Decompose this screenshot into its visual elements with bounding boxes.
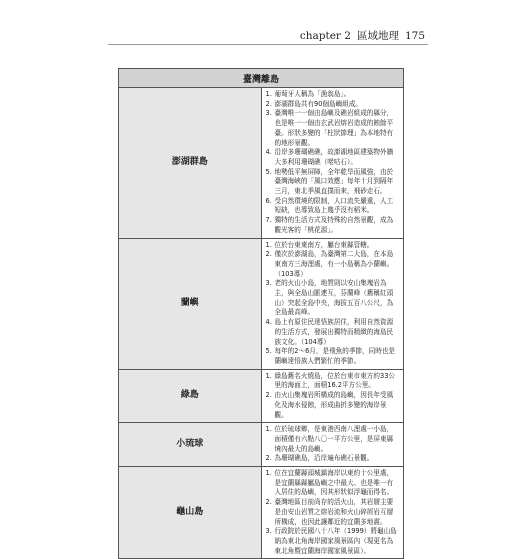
list-item	[266, 197, 400, 216]
island-name: 龜山島	[119, 467, 262, 559]
list-item	[266, 527, 400, 556]
island-name: 小琉球	[119, 423, 262, 467]
list-item	[266, 318, 400, 347]
item-number: 1.	[265, 469, 272, 478]
item-number: 4.	[265, 318, 272, 327]
page-header	[300, 28, 425, 43]
item-text: 獨特的生活方式及特殊的自然景觀，成為觀光客的「桃花源」。	[274, 216, 394, 234]
item-number: 1.	[265, 425, 272, 434]
item-number: 2.	[265, 454, 272, 463]
table-body	[119, 88, 404, 559]
description-list	[266, 469, 400, 556]
list-item	[266, 216, 400, 235]
item-number: 7.	[265, 216, 272, 225]
item-text: 每年的2～6月，是飛魚的季節，同時也是蘭嶼達悟族人們繁忙的季節。	[274, 347, 395, 365]
item-text: 位於台東東南方，屬台東縣管轄。	[274, 240, 374, 249]
item-number: 1.	[265, 240, 272, 249]
item-text: 地勢低平無屏障，全年乾旱而風強，由於臺灣海峽的「風口效應」每年十月到隔年三月，東北季風直撲而來，飛砂走石。	[274, 167, 394, 196]
item-text: 綠島舊名火燒島，位於台東市東方約33公里的海面上，面積16.2平方公里。	[274, 371, 395, 390]
item-text: 為珊瑚礁島，沿岸遍布礁石景觀。	[274, 454, 374, 463]
item-text: 島上有原住民達悟族居住，利用自然資源的生活方式，發展出獨特而精緻的海島民族文化。（104導）	[274, 318, 394, 346]
item-number: 3.	[265, 109, 272, 118]
table-title: 臺灣離島	[119, 69, 404, 88]
chapter-label: chapter 2	[299, 30, 351, 42]
list-item	[266, 469, 400, 498]
description-list	[266, 90, 400, 236]
item-text: 澎湖群島共有90個島嶼組成。	[274, 99, 363, 108]
list-item	[266, 250, 400, 279]
item-text: 葡萄牙人稱為「漁翁島」。	[274, 90, 351, 98]
list-item	[266, 168, 400, 197]
item-number: 2.	[265, 250, 272, 259]
table-row	[119, 238, 404, 369]
list-item	[266, 100, 400, 110]
section-title: 區域地理	[356, 30, 399, 42]
description-list	[266, 372, 400, 421]
item-number: 1.	[265, 90, 272, 98]
item-number: 2.	[265, 99, 272, 108]
island-description	[261, 423, 404, 467]
item-text: 沿岸多珊瑚礁礁，故澎湖地區建築物外牆大多利用珊瑚礁（咾咕石）。	[274, 148, 394, 166]
table-row	[119, 369, 404, 423]
item-number: 6.	[265, 196, 272, 205]
item-text: 臺灣唯一一個由島嶼及礁岩組成的縣分，也是唯一一個由玄武岩熔岩造成的蝕餘平臺。形狀多變的「柱狀節理」為本地特有的地形景觀。	[274, 109, 394, 147]
list-item	[266, 498, 400, 527]
islands-table	[118, 68, 404, 559]
item-text: 老的火山小島，地質則以安山集塊岩為主，與全島山脈連互，芬蘭峰（舊稱紅頭山）突起全島中央，海拔五百八公尺，為全島最高峰。	[274, 279, 394, 317]
island-name: 澎湖群島	[119, 88, 262, 239]
table-row	[119, 467, 404, 559]
item-text: 位在宜蘭縣頭城鎮海岸以東約十公里處，是宜蘭縣縣屬島嶼之中最大、也是唯一有人居住的島嶼，因其形狀似浮龜而得名。	[274, 469, 394, 497]
description-list	[266, 425, 400, 464]
page-number: 175	[404, 30, 425, 42]
island-description	[261, 369, 404, 423]
item-number: 5.	[265, 347, 272, 356]
list-item	[266, 90, 400, 100]
table-row	[119, 88, 404, 239]
island-description	[261, 238, 404, 369]
island-name: 蘭嶼	[119, 238, 262, 369]
list-item	[266, 148, 400, 167]
item-number: 5.	[265, 167, 272, 176]
item-text: 位於琉球鄉，是東港西南八浬處一小島，面積僅有六點八〇一平方公里，是屏東縣境內最大的島嶼。	[274, 425, 394, 453]
table-row	[119, 423, 404, 467]
item-number: 2.	[265, 391, 272, 400]
list-item	[266, 347, 400, 366]
item-text: 受自然環境的限制，人口流失嚴重，人工短缺，也導致島上幾乎沒有稻米。	[274, 196, 394, 215]
description-list	[266, 241, 400, 367]
list-item	[266, 241, 400, 251]
list-item	[266, 454, 400, 464]
item-text: 行政院於民國八十八年（1999）將龜山島納為東北角海岸國家風景區內（現更名為東北角暨宜蘭海岸國家風景區）。	[274, 527, 397, 555]
island-name: 綠島	[119, 369, 262, 423]
list-item	[266, 279, 400, 318]
item-number: 2.	[265, 498, 272, 507]
list-item	[266, 425, 400, 454]
list-item	[266, 372, 400, 391]
header-rule	[108, 44, 428, 45]
list-item	[266, 391, 400, 420]
island-description	[261, 88, 404, 239]
item-number: 3.	[265, 279, 272, 288]
island-description	[261, 467, 404, 559]
item-number: 3.	[265, 527, 272, 536]
item-number: 1.	[265, 371, 272, 380]
list-item	[266, 109, 400, 148]
item-text: 由火山集塊岩所構成的島嶼，因長年受風化及海水侵蝕，形成曲折多變的海岸景觀。	[274, 391, 394, 419]
item-text: 臺灣地區目前尚存的活火山，其岩層主要是由安山岩質之熔岩流和火山碎屑岩互層所構成，也因此讓鄰近的宜蘭多地震。	[274, 498, 394, 526]
item-text: 僅次於澎湖島，為臺灣第二大島，在本島東南方三海浬處，有一小島稱為小蘭嶼。（103導）	[274, 250, 394, 278]
item-number: 4.	[265, 148, 272, 157]
